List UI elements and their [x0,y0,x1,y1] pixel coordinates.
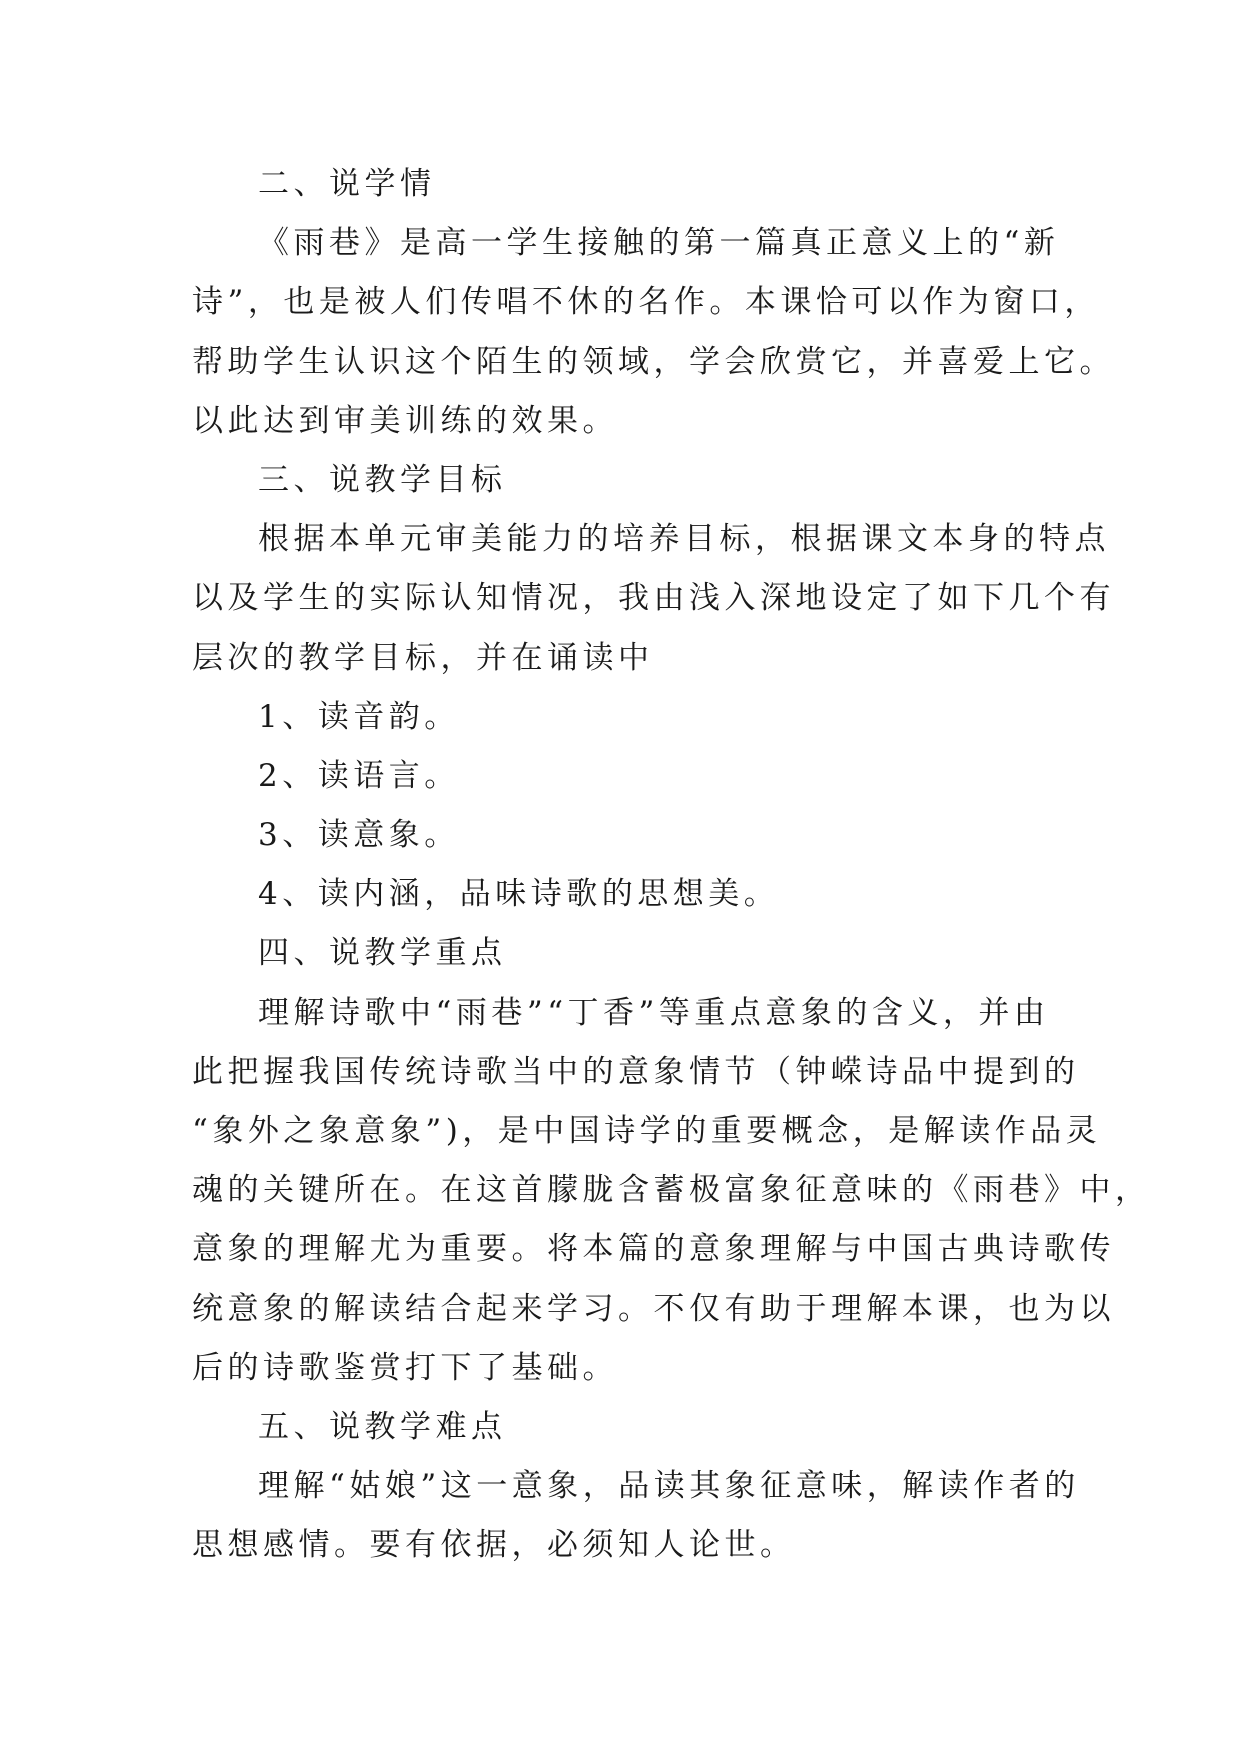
paragraph-line: 思想感情。要有依据，必须知人论世。 [192,1527,796,1564]
heading-teaching-focus: 四、说教学重点 [258,935,507,972]
paragraph-line: 统意象的解读结合起来学习。不仅有助于理解本课，也为以 [192,1290,1115,1327]
paragraph-line: 诗”，也是被人们传唱不休的名作。本课恰可以作为窗口， [192,284,1100,321]
paragraph-line: 魂的关键所在。在这首朦胧含蓄极富象征意味的《雨巷》中， [192,1172,1151,1209]
paragraph-line: 《雨巷》是高一学生接触的第一篇真正意义上的“新 [258,225,1060,262]
paragraph-line: 帮助学生认识这个陌生的领域，学会欣赏它，并喜爱上它。 [192,343,1115,380]
list-item: 1、读音韵。 [258,698,460,735]
paragraph-line: 以及学生的实际认知情况，我由浅入深地设定了如下几个有 [192,580,1115,617]
paragraph-line: “象外之象意象”)，是中国诗学的重要概念，是解读作品灵 [192,1113,1102,1149]
heading-teaching-objectives: 三、说教学目标 [258,461,507,498]
list-item: 3、读意象。 [258,817,460,854]
paragraph-line: 后的诗歌鉴赏打下了基础。 [192,1349,618,1386]
paragraph-line: 理解“姑娘”这一意象，品读其象征意味，解读作者的 [258,1468,1080,1505]
paragraph-line: 以此达到审美训练的效果。 [192,402,618,439]
paragraph-line: 意象的理解尤为重要。将本篇的意象理解与中国古典诗歌传 [192,1231,1115,1268]
paragraph-line: 理解诗歌中“雨巷”“丁香”等重点意象的含义，并由 [258,994,1050,1031]
paragraph-line: 层次的教学目标，并在诵读中 [192,639,654,676]
heading-teaching-difficulty: 五、说教学难点 [258,1408,507,1445]
list-item: 2、读语言。 [258,757,460,794]
heading-student-situation: 二、说学情 [258,166,436,202]
document-body [192,155,1151,1576]
paragraph-line: 根据本单元审美能力的培养目标，根据课文本身的特点 [258,521,1110,558]
list-item: 4、读内涵，品味诗歌的思想美。 [258,876,780,913]
paragraph-line: 此把握我国传统诗歌当中的意象情节（钟嵘诗品中提到的 [192,1053,1080,1090]
